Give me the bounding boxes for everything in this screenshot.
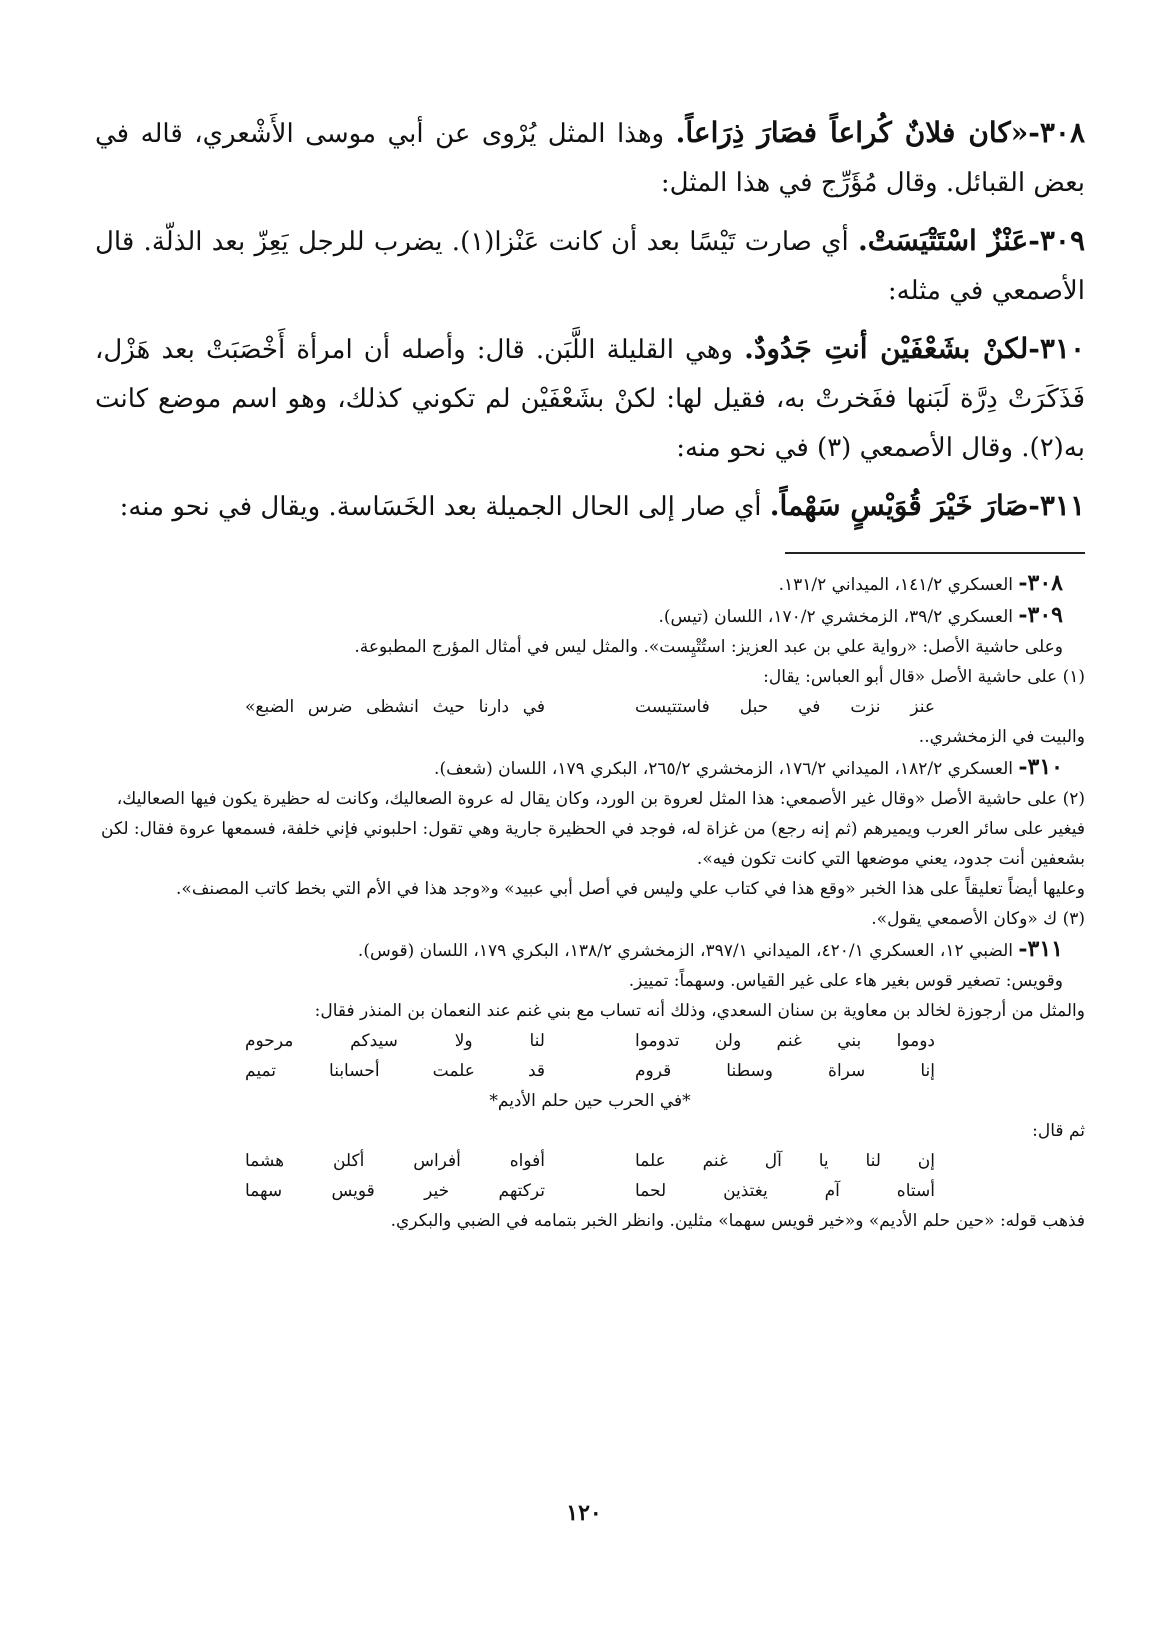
- note-308: [95, 568, 1085, 600]
- note-309: [95, 600, 1085, 632]
- hemistich: قد علمت أحسابنا تميم: [245, 1061, 545, 1081]
- entry-310: [95, 324, 1085, 473]
- proverb: عَنْزٌ اسْتَتْيَسَتْ.: [858, 224, 1029, 257]
- proverb: «كان فلانٌ كُراعاً فصَارَ ذِرَاعاً.: [675, 116, 1029, 149]
- hemistich: تركتهم خير قويس سهما: [245, 1181, 545, 1201]
- page-number: ١٢٠: [566, 1500, 602, 1526]
- entry-text: أي صارت تَيْسًا بعد أن كانت عَنْزا(١). يضرب للرجل يَعِزّ بعد الذلّة. قال الأصمعي في مثله:: [95, 227, 1085, 306]
- entry-number: ٣٠٨-: [1028, 116, 1085, 149]
- hemistich: أفواه أفراس أكلن هشما: [245, 1151, 545, 1171]
- note-number: ٣٠٨-: [1018, 570, 1063, 596]
- footnote-2-comment: وعليها أيضاً تعليقاً على هذا الخبر «وقع هذا في كتاب علي وليس في أصل أبي عبيد» و«وجد هذا في الأم التي بخط كاتب المصنف».: [176, 879, 1085, 899]
- entry-309: [95, 216, 1085, 316]
- then-said: ثم قال:: [1032, 1121, 1085, 1141]
- verse-single: *في الحرب حين حلم الأديم*: [489, 1091, 691, 1111]
- note-number: ٣١٠-: [1018, 754, 1063, 780]
- note-311-source: والمثل من أرجوزة لخالد بن معاوية بن سنان السعدي، وذلك أنه تساب مع بني غنم عند النعمان بن المنذر فقال:: [314, 1001, 1085, 1021]
- footnote-2: (٢) على حاشية الأصل «وقال غير الأصمعي: هذا المثل لعروة بن الورد، وكان يقال له عروة الصعاليك، وكانت له حظيرة يكون فيها الصعاليك، فيغير على سائر العرب ويميرهم (ثم إنه رجع) من غزاة له، فوجد في الحظيرة جارية وهي تقول: احلبوني فإني خلفة، فسمعها عروة فقال: لكن بشعفين أنت جدود، يعني موضعها التي كانت تكون فيه».: [101, 789, 1085, 869]
- note-311-conclusion: فذهب قوله: «حين حلم الأديم» و«خير قويس سهما» مثلين. وانظر الخبر بتمامه في الضبي والبكري.: [390, 1211, 1085, 1231]
- hemistich: لنا ولا سيدكم مرحوم: [245, 1031, 545, 1051]
- hemistich: دوموا بني غنم ولن تدوموا: [635, 1031, 935, 1051]
- entry-text: وهذا المثل يُرْوى عن أبي موسى الأَشْعري، قاله في بعض القبائل. وقال مُؤَرِّج في هذا المثل:: [95, 119, 1085, 198]
- entry-text: وهي القليلة اللَّبَن. قال: وأصله أن امرأة أَخْصَبَتْ بعد هَزْل، فَذَكَرَتْ دِرَّة لَبَنها ففَخرتْ به، فقيل لها: لكنْ بشَعْفَيْن لم تكوني كذلك، وهو اسم موضع كانت به(٢). وقال الأصمعي (٣) في نحو منه:: [95, 335, 1085, 463]
- note-text: العسكري ١٨٢/٢، الميداني ١٧٦/٢، الزمخشري ٢٦٥/٢، البكري ١٧٩، اللسان (شعف).: [434, 759, 1019, 779]
- footnote-3: (٣) ك «وكان الأصمعي يقول».: [871, 909, 1085, 929]
- main-text: [95, 108, 1085, 532]
- note-number: ٣١١-: [1018, 936, 1063, 962]
- note-309-margin: وعلى حاشية الأصل: «رواية علي بن عبد العزيز: استُتْيِست». والمثل ليس في أمثال المؤرج المطبوعة.: [354, 637, 1063, 657]
- proverb: صَارَ خَيْرَ قُوَيْسٍ سَهْماً.: [769, 489, 1029, 522]
- entry-308: [95, 108, 1085, 208]
- entry-311: [95, 481, 1085, 532]
- footnotes: [95, 568, 1085, 1236]
- footnote-divider: [785, 552, 1085, 554]
- verse-line: [95, 1056, 1085, 1086]
- hemistich: في دارنا حيث انشظى ضرس الضبع»: [245, 697, 545, 717]
- entry-number: ٣٠٩-: [1028, 224, 1085, 257]
- entry-number: ٣١١-: [1028, 489, 1085, 522]
- hemistich: عنز نزت في حبل فاستتيست: [635, 697, 935, 717]
- note-number: ٣٠٩-: [1018, 602, 1063, 628]
- entry-number: ٣١٠-: [1028, 332, 1085, 365]
- verse-line: [95, 1026, 1085, 1056]
- note-text: الضبي ١٢، العسكري ٤٢٠/١، الميداني ٣٩٧/١، الزمخشري ١٣٨/٢، البكري ١٧٩، اللسان (قوس).: [357, 941, 1019, 961]
- footnote-1: (١) على حاشية الأصل «قال أبو العباس: يقال:: [763, 667, 1085, 687]
- proverb: لكنْ بشَعْفَيْن أنتِ جَدُودٌ.: [744, 332, 1029, 365]
- entry-text: أي صار إلى الحال الجميلة بعد الخَسَاسة. ويقال في نحو منه:: [119, 492, 770, 522]
- note-310: [95, 752, 1085, 784]
- note-text: العسكري ١٤١/٢، الميداني ١٣١/٢.: [778, 575, 1019, 595]
- note-311-gloss: وقويس: تصغير قوس بغير هاء على غير القياس. وسهماً: تمييز.: [628, 971, 1063, 991]
- note-text: العسكري ٣٩/٢، الزمخشري ١٧٠/٢، اللسان (تيس).: [658, 607, 1019, 627]
- verse-line: [95, 1176, 1085, 1206]
- verse-line: [95, 1146, 1085, 1176]
- note-311: [95, 934, 1085, 966]
- hemistich: إن لنا يا آل غنم علما: [635, 1151, 935, 1171]
- hemistich: أستاه آم يغتذين لحما: [635, 1181, 935, 1201]
- book-page: [95, 108, 1085, 1236]
- verse-line: [95, 692, 1085, 722]
- hemistich: إنا سراة وسطنا قروم: [635, 1061, 935, 1081]
- footnote-1-after: والبيت في الزمخشري..: [918, 727, 1085, 747]
